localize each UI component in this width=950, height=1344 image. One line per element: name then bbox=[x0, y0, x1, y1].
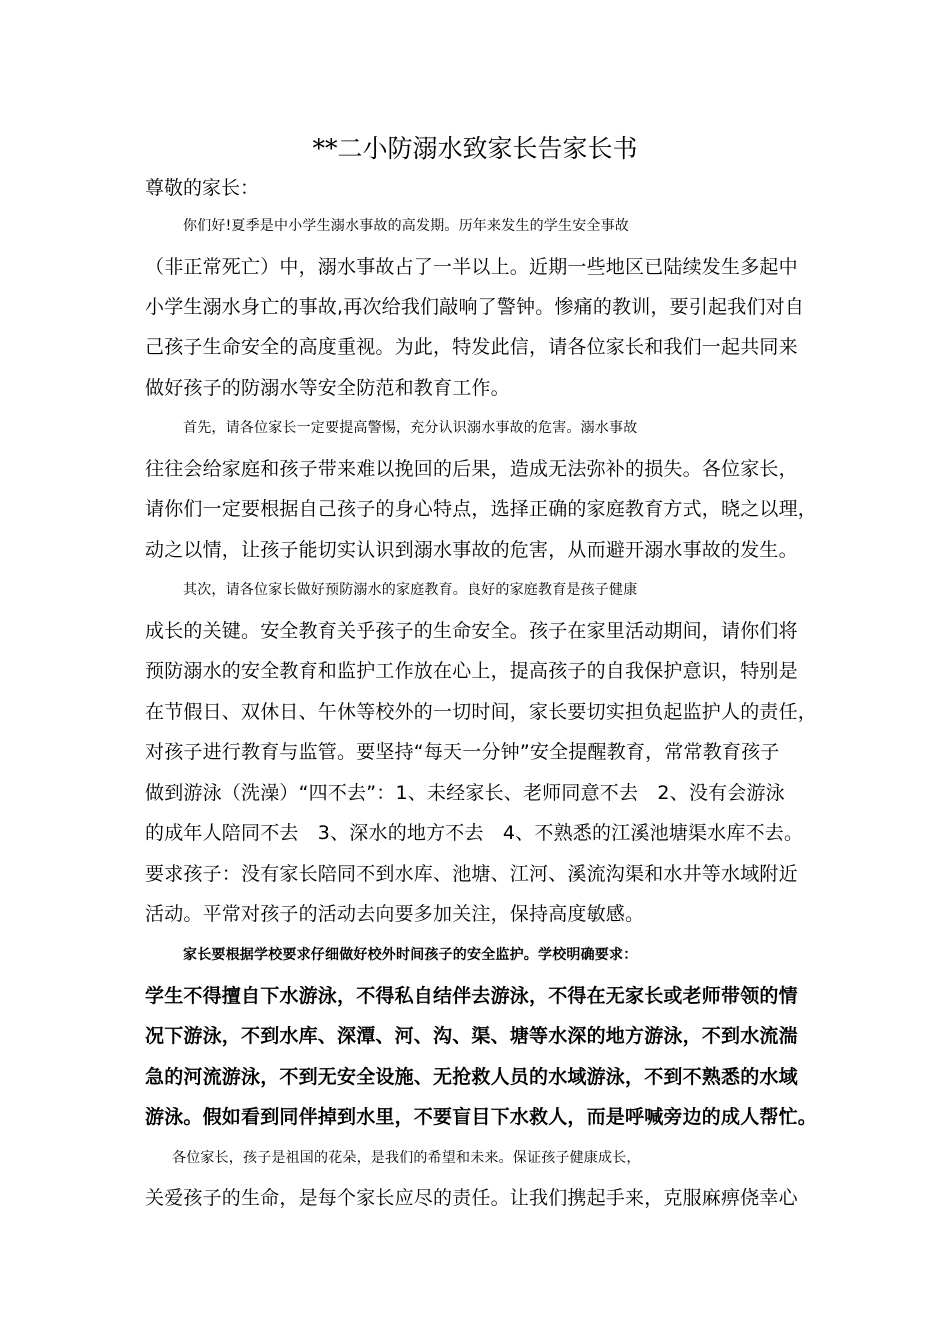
body-line: 关爱孩子的生命，是每个家长应尽的责任。让我们携起手来，克服麻痹侥幸心 bbox=[145, 1187, 798, 1209]
bold-body-line: 家长要根据学校要求仔细做好校外时间孩子的安全监护。学校明确要求： bbox=[183, 947, 638, 963]
body-line: 预防溺水的安全教育和监护工作放在心上，提高孩子的自我保护意识，特别是 bbox=[145, 660, 798, 682]
document-title: **二小防溺水致家长告家长书 bbox=[312, 134, 638, 163]
body-line: 你们好!夏季是中小学生溺水事故的高发期。历年来发生的学生安全事故 bbox=[183, 218, 630, 234]
body-line: 要求孩子：没有家长陪同不到水库、池塘、江河、溪流沟渠和水井等水域附近 bbox=[145, 863, 798, 885]
body-line: 己孩子生命安全的高度重视。为此，特发此信，请各位家长和我们一起共同来 bbox=[145, 336, 798, 358]
body-line: 小学生溺水身亡的事故,再次给我们敲响了警钟。惨痛的教训，要引起我们对自 bbox=[145, 296, 805, 318]
bold-body-line: 况下游泳，不到水库、深潭、河、沟、渠、塘等水深的地方游泳，不到水流湍 bbox=[145, 1025, 798, 1047]
salutation: 尊敬的家长： bbox=[145, 177, 260, 199]
body-line: 活动。平常对孩子的活动去向要多加关注，保持高度敏感。 bbox=[145, 903, 645, 925]
body-line: 的成年人陪同不去 3、深水的地方不去 4、不熟悉的江溪池塘渠水库不去。 bbox=[145, 822, 804, 844]
bold-body-line: 游泳。假如看到同伴掉到水里，不要盲目下水救人，而是呼喊旁边的成人帮忙。 bbox=[145, 1106, 818, 1128]
body-line: 首先，请各位家长一定要提高警惕，充分认识溺水事故的危害。溺水事故 bbox=[183, 420, 638, 436]
body-line: 对孩子进行教育与监管。要坚持“每天一分钟”安全提醒教育，常常教育孩子 bbox=[145, 741, 780, 763]
body-line: 动之以情，让孩子能切实认识到溺水事故的危害，从而避开溺水事故的发生。 bbox=[145, 539, 798, 561]
bold-body-line: 急的河流游泳，不到无安全设施、无抢救人员的水域游泳，不到不熟悉的水域 bbox=[145, 1066, 798, 1088]
body-line: 请你们一定要根据自己孩子的身心特点，选择正确的家庭教育方式，晓之以理， bbox=[145, 498, 818, 520]
body-line: 各位家长，孩子是祖国的花朵，是我们的希望和未来。保证孩子健康成长， bbox=[172, 1150, 641, 1166]
body-line: 做到游泳（洗澡）“四不去”：1、未经家长、老师同意不去 2、没有会游泳 bbox=[145, 782, 785, 804]
body-line: 成长的关键。安全教育关乎孩子的生命安全。孩子在家里活动期间，请你们将 bbox=[145, 620, 798, 642]
body-line: 在节假日、双休日、午休等校外的一切时间，家长要切实担负起监护人的责任， bbox=[145, 701, 818, 723]
bold-body-line: 学生不得擅自下水游泳，不得私自结伴去游泳，不得在无家长或老师带领的情 bbox=[145, 985, 798, 1007]
body-line: （非正常死亡）中，溺水事故占了一半以上。近期一些地区已陆续发生多起中 bbox=[145, 256, 798, 278]
body-line: 做好孩子的防溺水等安全防范和教育工作。 bbox=[145, 377, 510, 399]
body-line: 往往会给家庭和孩子带来难以挽回的后果，造成无法弥补的损失。各位家长， bbox=[145, 458, 798, 480]
body-line: 其次，请各位家长做好预防溺水的家庭教育。良好的家庭教育是孩子健康 bbox=[183, 582, 638, 598]
